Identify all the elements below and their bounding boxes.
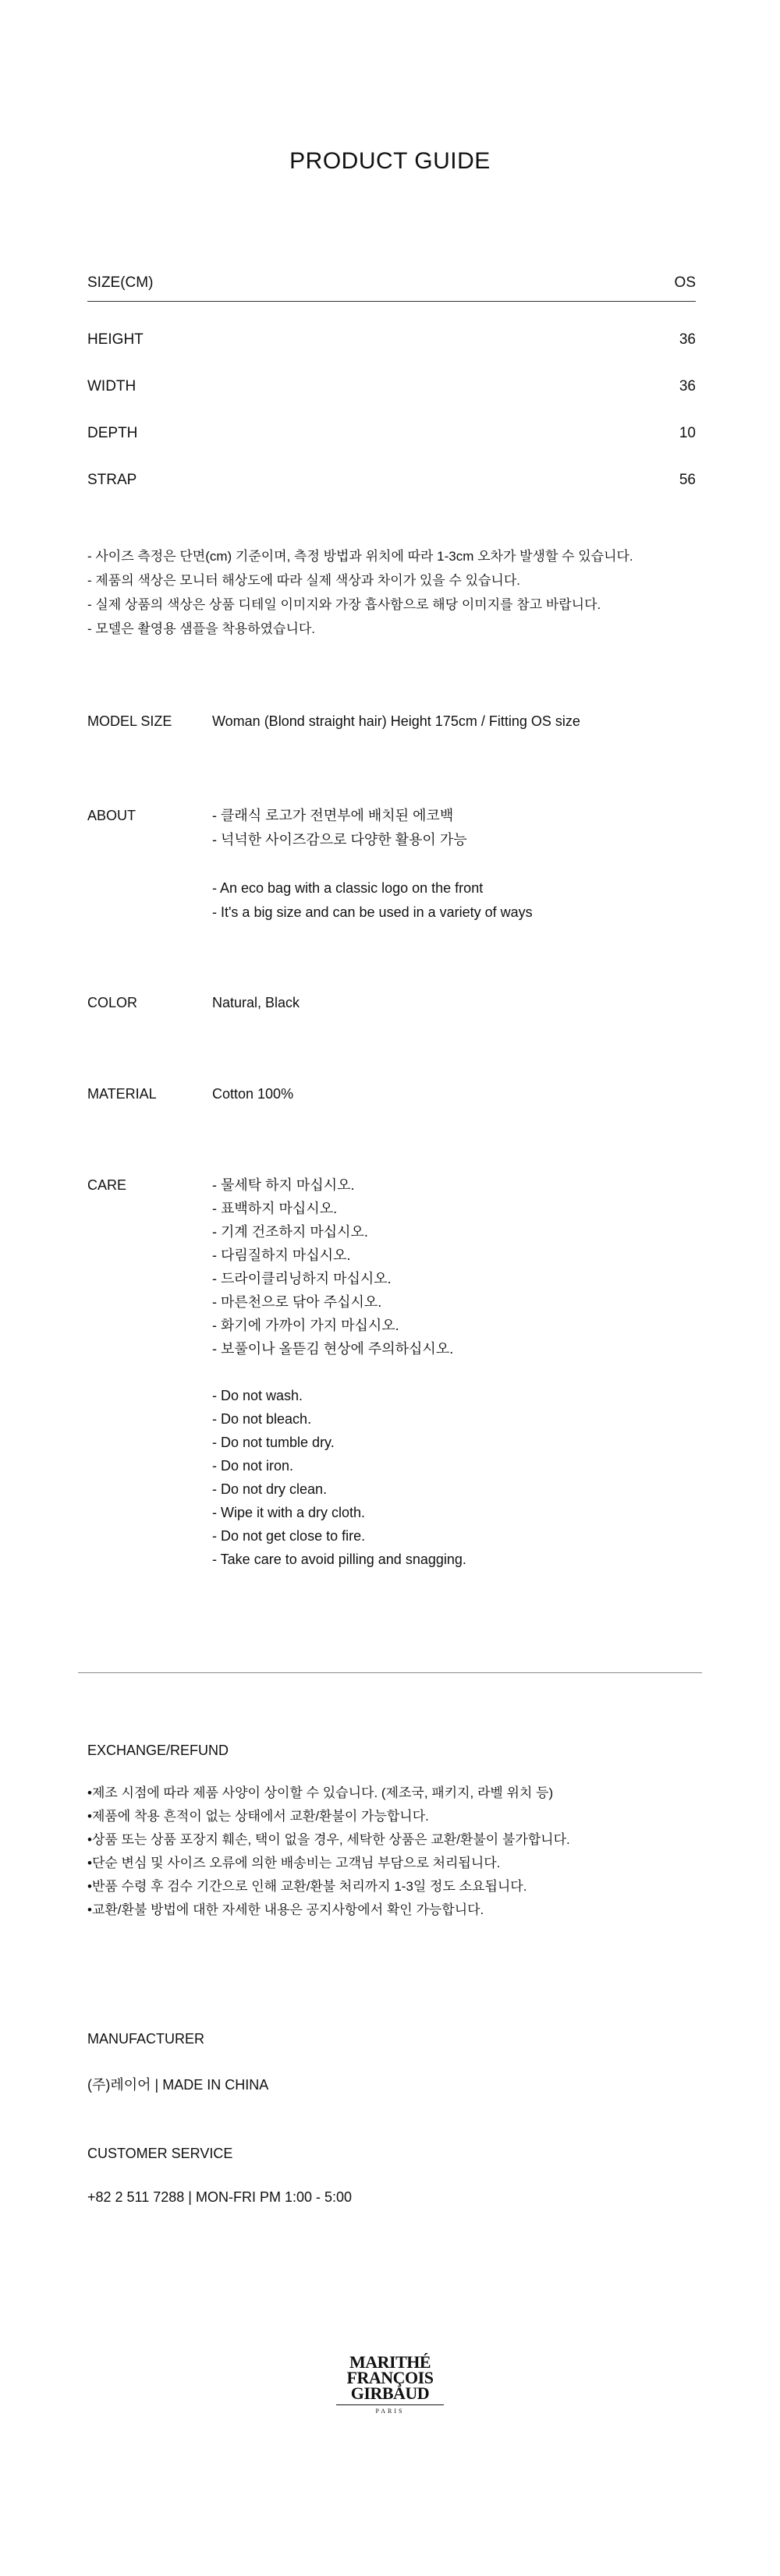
logo-line-4: PARIS [375, 2408, 405, 2415]
manufacturer-heading: MANUFACTURER [87, 2031, 205, 2047]
care-lines [212, 1173, 466, 1571]
size-row-value: 36 [679, 378, 696, 395]
model-size-value: Woman (Blond straight hair) Height 175cm / Fitting OS size [212, 713, 580, 729]
logo-line-3: GIRBAUD [350, 2383, 430, 2403]
size-row-height [87, 331, 696, 349]
care-line: - 물세탁 하지 마십시오. [212, 1177, 355, 1193]
care-line: - Do not bleach. [212, 1411, 312, 1427]
care-line: - Do not tumble dry. [212, 1435, 335, 1450]
size-notes [87, 544, 633, 641]
color-label: COLOR [87, 995, 138, 1010]
manufacturer-value: (주)레이어 | MADE IN CHINA [87, 2077, 269, 2093]
care-line: - Do not iron. [212, 1458, 294, 1474]
customer-service-heading: CUSTOMER SERVICE [87, 2146, 233, 2161]
note-line: - 사이즈 측정은 단면(cm) 기준이며, 측정 방법과 위치에 따라 1-3cm 오차가 발생할 수 있습니다. [87, 549, 633, 564]
size-row-depth [87, 425, 696, 442]
about-lines [212, 804, 533, 925]
material-value: Cotton 100% [212, 1086, 294, 1102]
care-line: - 보풀이나 올뜯김 현상에 주의하십시오. [212, 1341, 454, 1357]
care-line: - Take care to avoid pilling and snagging. [212, 1552, 466, 1567]
care-line: - Wipe it with a dry cloth. [212, 1505, 366, 1520]
note-line: - 실제 상품의 색상은 상품 디테일 이미지와 가장 흡사함으로 해당 이미지를 참고 바랍니다. [87, 597, 601, 612]
brand-logo [0, 2352, 780, 2415]
exchange-line: •제품에 착용 흔적이 없는 상태에서 교환/환불이 가능합니다. [87, 1809, 429, 1824]
size-header-value: OS [674, 274, 696, 291]
care-line: - 다림질하지 마십시오. [212, 1247, 351, 1263]
material-label: MATERIAL [87, 1086, 157, 1102]
size-header-label: SIZE(CM) [87, 274, 154, 291]
care-line: - Do not wash. [212, 1388, 303, 1403]
size-row-label: HEIGHT [87, 331, 144, 348]
exchange-line: •교환/환불 방법에 대한 자세한 내용은 공지사항에서 확인 가능합니다. [87, 1902, 484, 1917]
exchange-line: •제조 시점에 따라 제품 사양이 상이할 수 있습니다. (제조국, 패키지, 라벨 위치 등) [87, 1785, 554, 1800]
size-row-value: 56 [679, 472, 696, 488]
size-row-label: STRAP [87, 472, 137, 488]
size-row-value: 10 [679, 425, 696, 441]
about-line: - 클래식 로고가 전면부에 배치된 에코백 [212, 808, 454, 823]
size-row-label: WIDTH [87, 378, 136, 395]
logo-line-2: FRANÇOIS [346, 2368, 434, 2387]
care-line: - Do not dry clean. [212, 1481, 328, 1497]
exchange-heading: EXCHANGE/REFUND [87, 1743, 229, 1758]
logo-rule [336, 2404, 444, 2405]
about-label: ABOUT [87, 808, 136, 823]
section-divider [78, 1672, 702, 1673]
about-line [212, 852, 533, 876]
page-title: PRODUCT GUIDE [289, 148, 491, 174]
note-line: - 모델은 촬영용 샘플을 착용하였습니다. [87, 621, 316, 636]
care-line: - 드라이클리닝하지 마십시오. [212, 1271, 392, 1286]
exchange-line: •단순 변심 및 사이즈 오류에 의한 배송비는 고객님 부담으로 처리됩니다. [87, 1856, 501, 1870]
care-line: - 기계 건조하지 마십시오. [212, 1224, 368, 1240]
care-line: - 화기에 가까이 가지 마십시오. [212, 1318, 399, 1333]
about-line: - It's a big size and can be used in a variety of ways [212, 904, 533, 920]
exchange-lines [87, 1782, 570, 1922]
exchange-line: •상품 또는 상품 포장지 훼손, 택이 없을 경우, 세탁한 상품은 교환/환불이 불가합니다. [87, 1832, 570, 1847]
exchange-line: •반품 수령 후 검수 기간으로 인해 교환/환불 처리까지 1-3일 정도 소요됩니다. [87, 1879, 527, 1894]
model-size-label: MODEL SIZE [87, 713, 172, 729]
size-row-width [87, 378, 696, 395]
care-line: - 마른천으로 닦아 주십시오. [212, 1294, 382, 1310]
logo-line-1: MARITHÉ [349, 2352, 431, 2372]
color-value: Natural, Black [212, 995, 300, 1010]
care-line: - 표백하지 마십시오. [212, 1201, 338, 1216]
care-label: CARE [87, 1177, 127, 1193]
note-line: - 제품의 색상은 모니터 해상도에 따라 실제 색상과 차이가 있을 수 있습니다. [87, 573, 520, 588]
about-line: - An eco bag with a classic logo on the front [212, 880, 484, 896]
size-row-value: 36 [679, 331, 696, 348]
size-row-label: DEPTH [87, 425, 138, 441]
care-line [212, 1361, 466, 1384]
care-line: - Do not get close to fire. [212, 1528, 366, 1544]
about-line: - 넉넉한 사이즈감으로 다양한 활용이 가능 [212, 832, 467, 847]
customer-service-value: +82 2 511 7288 | MON-FRI PM 1:00 - 5:00 [87, 2189, 353, 2205]
size-row-strap [87, 472, 696, 489]
size-table-header [87, 274, 696, 302]
